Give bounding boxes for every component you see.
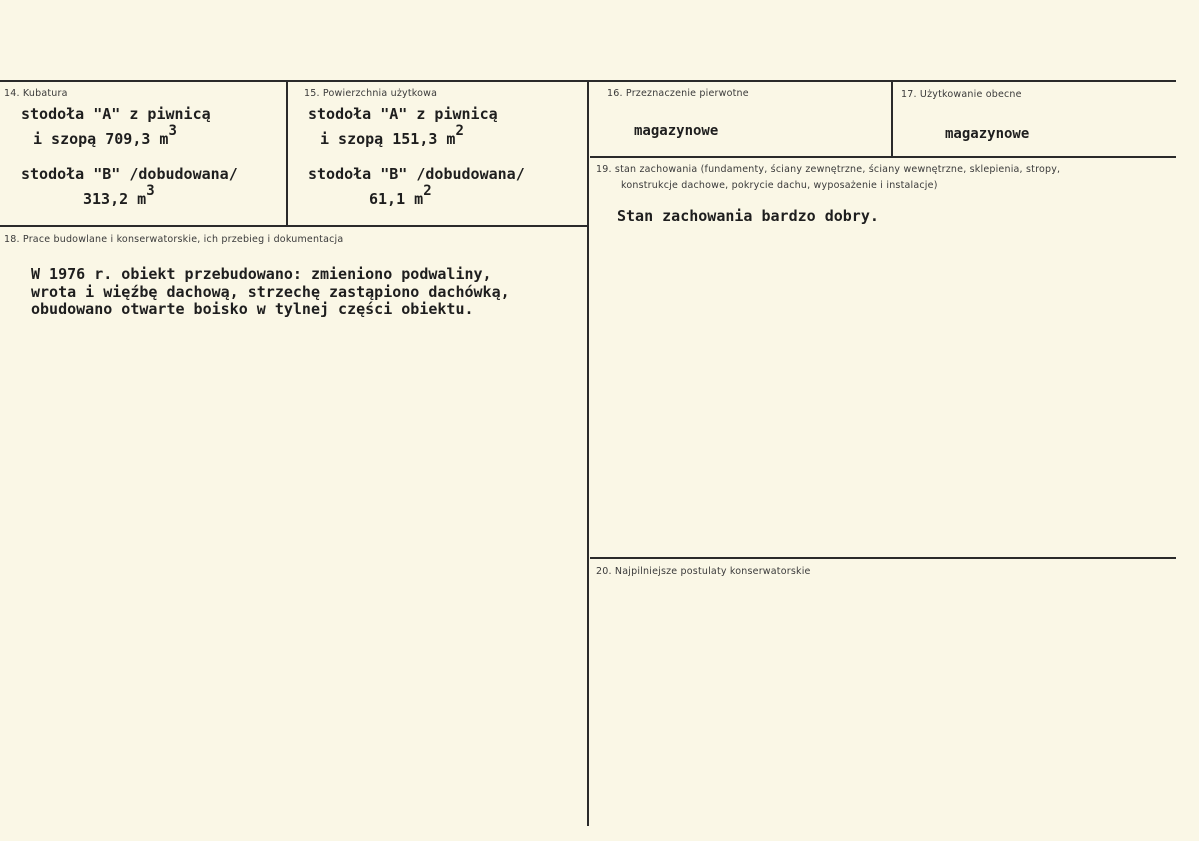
- divider-14-15: [286, 80, 288, 226]
- rule-section20: [590, 557, 1176, 559]
- field-19-label-line1: 19. stan zachowania (fundamenty, ściany zewnętrzne, ściany wewnętrzne, sklepienia, stropy,: [596, 164, 1061, 175]
- field-19-label-line2: konstrukcje dachowe, pokrycie dachu, wyposażenie i instalacje): [621, 180, 938, 191]
- powierzchnia-b-line1: stodoła "B" /dobudowana/: [308, 165, 525, 183]
- field-20-label: 20. Najpilniejsze postulaty konserwatorskie: [596, 566, 811, 577]
- divider-16-17: [891, 80, 893, 156]
- rule-row1-left: [0, 225, 588, 227]
- kubatura-b-line2: [83, 183, 155, 208]
- powierzchnia-b-line2: [369, 183, 432, 208]
- przeznaczenie-value: magazynowe: [634, 123, 719, 139]
- field-17-label: 17. Użytkowanie obecne: [901, 89, 1022, 100]
- kubatura-a-line1: stodoła "A" z piwnicą: [21, 105, 211, 123]
- powierzchnia-b-exp: 2: [423, 183, 432, 199]
- kubatura-a-value: i szopą 709,3 m: [33, 130, 169, 148]
- prace-line-1: W 1976 r. obiekt przebudowano: zmieniono podwaliny,: [31, 265, 492, 283]
- divider-main: [587, 80, 589, 826]
- powierzchnia-a-line1: stodoła "A" z piwnicą: [308, 105, 498, 123]
- powierzchnia-a-value: i szopą 151,3 m: [320, 130, 456, 148]
- kubatura-b-exp: 3: [146, 183, 155, 199]
- powierzchnia-b-value: 61,1 m: [369, 190, 424, 208]
- powierzchnia-a-exp: 2: [455, 123, 464, 139]
- field-14-label: 14. Kubatura: [4, 88, 68, 99]
- uzytkowanie-value: magazynowe: [945, 126, 1030, 142]
- stan-value: Stan zachowania bardzo dobry.: [617, 207, 879, 225]
- kubatura-a-exp: 3: [168, 123, 177, 139]
- field-15-label: 15. Powierzchnia użytkowa: [304, 88, 438, 99]
- prace-line-2: wrota i więźbę dachową, strzechę zastąpiono dachówką,: [31, 283, 510, 301]
- field-16-label: 16. Przeznaczenie pierwotne: [607, 88, 749, 99]
- kubatura-b-value: 313,2 m: [83, 190, 147, 208]
- prace-line-3: obudowano otwarte boisko w tylnej części obiektu.: [31, 300, 474, 318]
- field-18-label: 18. Prace budowlane i konserwatorskie, ich przebieg i dokumentacja: [4, 234, 344, 245]
- powierzchnia-a-line2: [320, 123, 464, 148]
- kubatura-b-line1: stodoła "B" /dobudowana/: [21, 165, 238, 183]
- kubatura-a-line2: [33, 123, 177, 148]
- rule-row1-right: [590, 156, 1176, 158]
